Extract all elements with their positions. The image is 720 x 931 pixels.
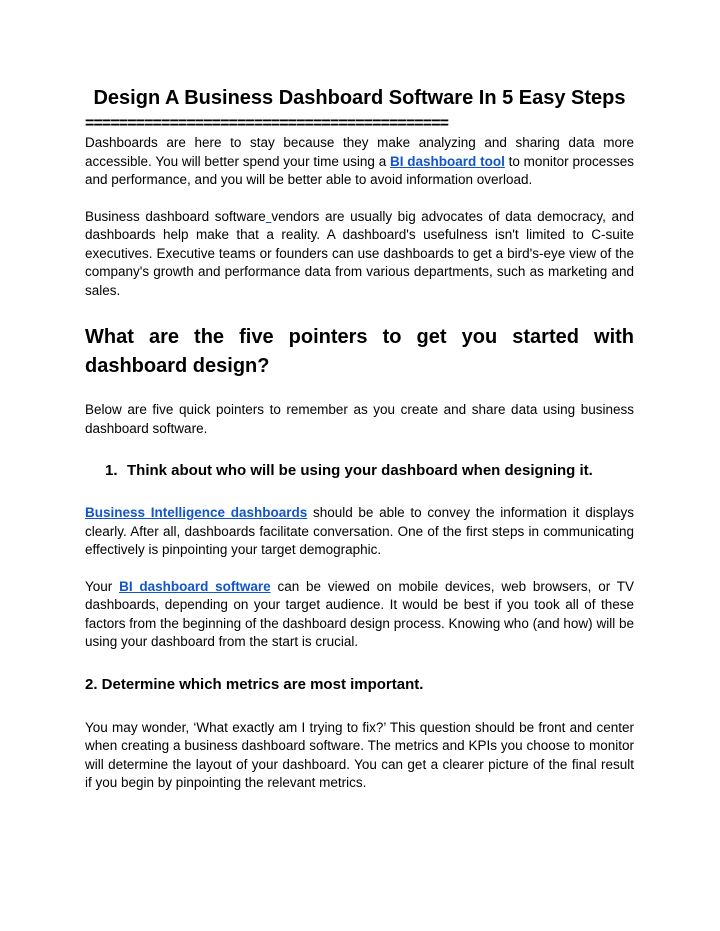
pointer-1-p1-text-after: should be able to convey the information it displays clearly. After all, dashboards facilitate conversation. One of the first steps in communicating effectively is pinpointing your target demographic. (85, 505, 634, 557)
pointer-2-paragraph-1: You may wonder, ‘What exactly am I trying to fix?’ This question should be front and center when creating a business dashboard software. The metrics and KPIs you choose to monitor will determine the layout of your dashboard. You can get a clearer picture of the final result if you begin by pinpointing the relevant metrics. (85, 719, 634, 790)
title-underline-rule: =========================================== (85, 115, 449, 132)
pointer-1-heading (85, 460, 634, 481)
document-content (85, 84, 634, 793)
section-lead-paragraph: Below are five quick pointers to remember as you create and share data using business dashboard software. (85, 402, 634, 436)
section-heading: What are the five pointers to get you started with dashboard design? (85, 326, 634, 377)
paragraph-spacer (85, 560, 634, 578)
pointer-1-paragraph-1 (85, 504, 634, 560)
intro-paragraph-2 (85, 208, 634, 301)
pointer-list (85, 460, 634, 481)
intro-p2-text-before: Business dashboard software (85, 208, 266, 224)
bi-dashboard-software-link[interactable]: BI dashboard software (119, 578, 271, 594)
bi-dashboard-tool-link[interactable]: BI dashboard tool (390, 153, 505, 169)
pointer-1-paragraph-2 (85, 578, 634, 652)
intro-paragraph-1 (85, 134, 634, 190)
paragraph-spacer (85, 190, 634, 208)
pointer-1-p2-text-before: Your (85, 578, 120, 594)
business-intelligence-dashboards-link[interactable]: Business Intelligence dashboards (85, 505, 308, 520)
intro-p2-text-after: vendors are usually big advocates of data democracy, and dashboards help make that a reality. A dashboard's usefulness isn't limited to C-suite executives. Executive teams or founders can use dashboards to get a bird's-eye view of the company's growth and performance data from various departments, such as marketing and sales. (85, 208, 634, 298)
intro-p1-text-before: Dashboards are here to stay because they make analyzing and sharing data more accessible. You will better spend your time using a (85, 135, 634, 169)
pointer-1-heading-text: Think about who will be using your dashboard when designing it. (127, 462, 593, 479)
intro-p1-text-after: to monitor processes and performance, and you will be better able to avoid information overload. (85, 153, 634, 187)
pointer-1-number: 1. (105, 462, 118, 479)
pointer-2-heading: 2. Determine which metrics are most important. (85, 675, 424, 693)
page-title: Design A Business Dashboard Software In 5 Easy Steps (93, 87, 626, 109)
pointer-1-p2-text-after: can be viewed on mobile devices, web browsers, or TV dashboards, depending on your target audience. It would be best if you took all of these factors from the beginning of the dashboard design process. Knowing who (and how) will be using your dashboard from the start is crucial. (85, 578, 634, 649)
